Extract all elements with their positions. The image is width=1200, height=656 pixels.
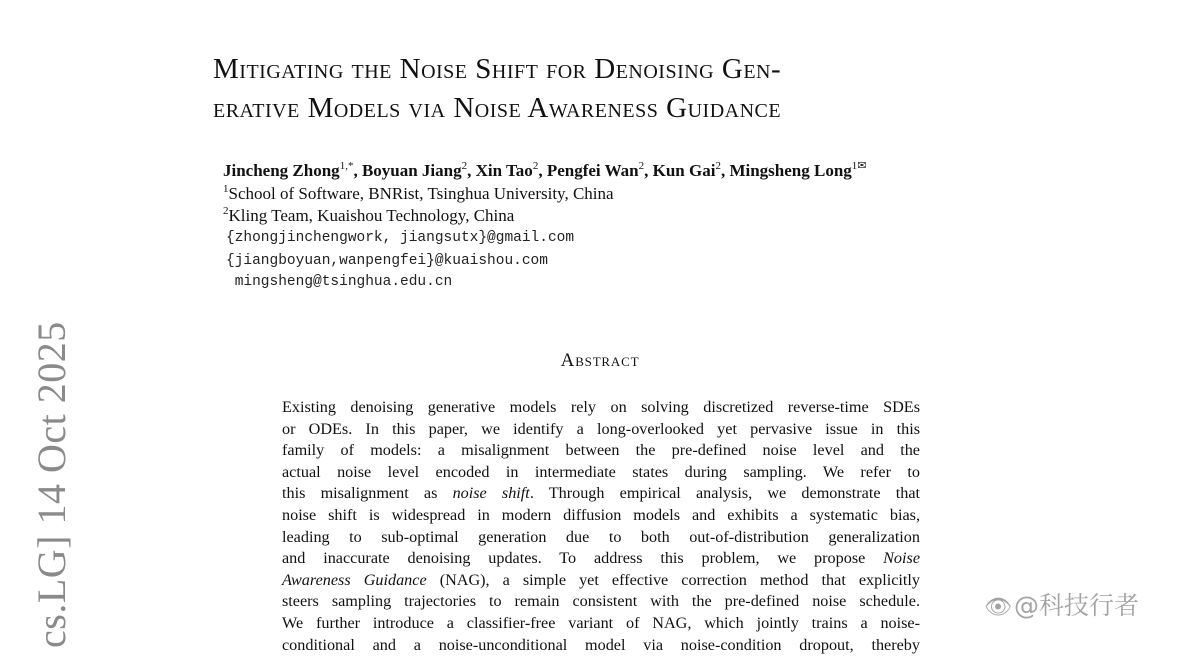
paper-title bbox=[213, 50, 1033, 128]
abstract-line: leading to sub-optimal generation due to both out-of-distribution generalization bbox=[282, 527, 920, 546]
author-name: Jincheng Zhong bbox=[223, 161, 340, 180]
author-separator: , bbox=[644, 161, 653, 180]
abstract-heading: Abstract bbox=[560, 350, 640, 371]
title-line-2: erative Models via Noise Awareness Guidance bbox=[213, 92, 782, 124]
author-name: Pengfei Wan bbox=[546, 161, 639, 180]
author-separator: , bbox=[467, 161, 476, 180]
abstract-line: noise shift is widespread in modern diffusion models and exhibits a systematic bias, bbox=[282, 505, 920, 524]
abstract-line: or ODEs. In this paper, we identify a long-overlooked yet pervasive issue in this bbox=[282, 419, 920, 438]
email-line-1: {zhongjinchengwork, jiangsutx}@gmail.com bbox=[226, 230, 575, 246]
author-affiliation-marker: 1,* bbox=[339, 160, 354, 172]
author-name: Xin Tao bbox=[475, 161, 533, 180]
author-separator: , bbox=[720, 161, 730, 180]
watermark-text: @科技行者 bbox=[1013, 591, 1139, 620]
source-watermark bbox=[984, 586, 1139, 622]
author-name: Mingsheng Long bbox=[729, 161, 852, 180]
abstract-emphasis: Noise bbox=[883, 549, 920, 568]
author-separator: , bbox=[353, 161, 362, 180]
affiliation-2-marker: 2 bbox=[223, 205, 229, 217]
author-affiliation-marker: 2 bbox=[461, 160, 468, 172]
abstract-body bbox=[282, 397, 920, 656]
weibo-icon: 👁 bbox=[984, 595, 1012, 620]
author-affiliation-marker: 1✉ bbox=[851, 160, 867, 172]
abstract-line: steers sampling trajectories to remain consistent with the pre-defined noise schedule. bbox=[282, 592, 920, 611]
title-line-1: Mitigating the Noise Shift for Denoising Gen- bbox=[213, 53, 782, 85]
affiliation-1-text: School of Software, BNRist, Tsinghua University, China bbox=[228, 184, 614, 203]
author-affiliation-marker: 2 bbox=[638, 160, 645, 172]
abstract-emphasis: Awareness Guidance bbox=[282, 570, 427, 589]
author-affiliation-marker: 2 bbox=[532, 160, 539, 172]
author-name: Boyuan Jiang bbox=[361, 161, 462, 180]
abstract-emphasis: noise shift bbox=[452, 484, 530, 503]
email-line-2: {jiangboyuan,wanpengfei}@kuaishou.com bbox=[226, 253, 548, 269]
abstract-line: and inaccurate denoising updates. To address this problem, we propose Noise bbox=[282, 549, 920, 568]
author-name: Kun Gai bbox=[652, 161, 716, 180]
abstract-line: Awareness Guidance (NAG), a simple yet effective correction method that explicitly bbox=[282, 570, 921, 589]
author-separator: , bbox=[538, 161, 547, 180]
abstract-line: Existing denoising generative models rely on solving discretized reverse-time SDEs bbox=[282, 398, 920, 416]
abstract-line: this misalignment as noise shift. Through empirical analysis, we demonstrate that bbox=[282, 484, 920, 503]
email-line-3: mingsheng@tsinghua.edu.cn bbox=[226, 274, 453, 290]
abstract-line: We further introduce a classifier-free variant of NAG, which jointly trains a noise- bbox=[282, 613, 920, 632]
abstract-line: actual noise level encoded in intermediate states during sampling. We refer to bbox=[282, 462, 920, 481]
abstract-line: conditional and a noise-unconditional model via noise-condition dropout, thereby bbox=[282, 635, 920, 654]
affiliation-2-text: Kling Team, Kuaishou Technology, China bbox=[228, 206, 515, 225]
author-affiliation-marker: 2 bbox=[715, 160, 721, 172]
arxiv-stamp: cs.LG] 14 Oct 2025 bbox=[29, 321, 74, 648]
affiliation-2 bbox=[223, 206, 514, 226]
abstract-line: family of models: a misalignment between the pre-defined noise level and the bbox=[282, 441, 920, 460]
affiliation-1-marker: 1 bbox=[223, 183, 229, 195]
affiliation-1 bbox=[223, 184, 614, 204]
author-list bbox=[223, 161, 867, 181]
